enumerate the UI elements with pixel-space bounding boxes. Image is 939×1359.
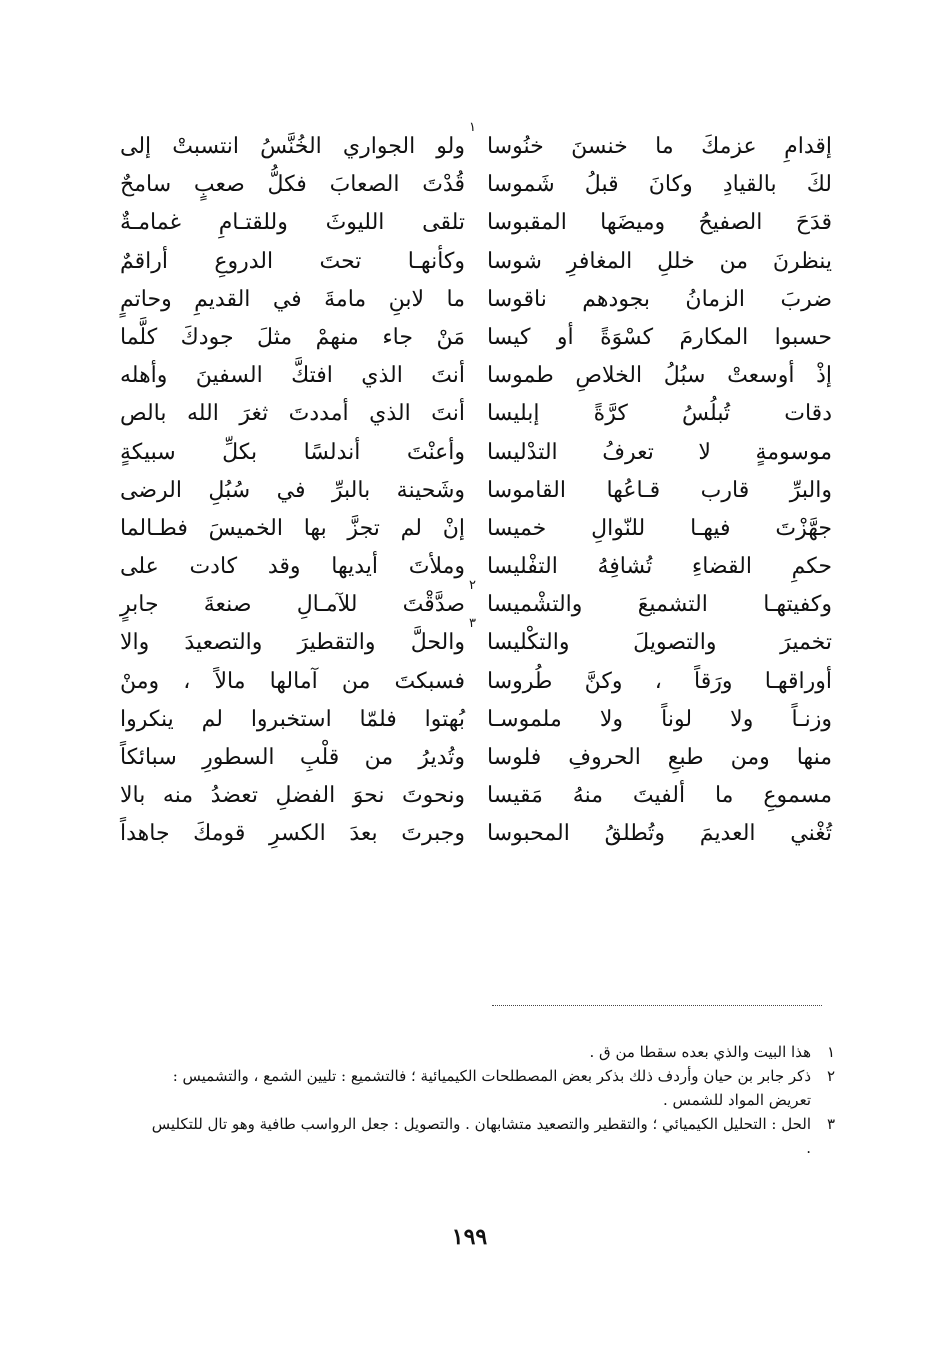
poem-right-column	[120, 128, 465, 854]
footnote-marker: ٢	[469, 578, 476, 594]
page-number: ١٩٩	[451, 1224, 488, 1250]
verse-first-hemistich: تلقى الليوثَ وللقتـامِ غمامـةٌ	[120, 210, 465, 236]
verse-second-hemistich: ينظرنَ من خللِ المغافرِ شوسا	[487, 248, 832, 274]
verse-first-hemistich: صدَّقْتَ للآمـالِ صنعةَ جابرٍ	[120, 592, 465, 618]
verse-second-hemistich	[469, 616, 832, 662]
verse-second-hemistich: لكَ بالقيادِ وكانَ قبلُ شَموسا	[487, 172, 832, 198]
verse-first-hemistich: وكأنهـا تحتَ الدروعِ أراقمٌ	[120, 248, 465, 274]
footnote-entry	[145, 1040, 835, 1064]
verse-second-hemistich: دقات تُبلُسُ كرَّةً إبليسا	[487, 401, 832, 427]
footnote-entry	[145, 1112, 835, 1160]
footnote-number: ٣	[826, 1115, 835, 1133]
verse-first-hemistich: وملأتَ أيديها وقد كادت على	[120, 554, 465, 580]
verse-second-hemistich	[469, 578, 832, 624]
footnote-number: ١	[826, 1043, 835, 1061]
footnote-text: ذكر جابر بن حيان وأردف ذلك بذكر بعض المصطلحات الكيميائية ؛ فالتشميع : تليين الشمع ، والتشميس : تعريض المواد للشمس .	[172, 1067, 811, 1109]
footnote-number: ٢	[826, 1067, 835, 1085]
footnote-marker: ٣	[469, 616, 476, 632]
verse-first-hemistich: أنتَ الذي أمددتَ ثغرَ الله بالص	[120, 401, 465, 427]
verse-second-hemistich: حسبوا المكارمَ كسْوَةً أو كيسا	[487, 324, 832, 350]
poem	[120, 120, 832, 854]
verse-first-hemistich: قُدْتَ الصعابَ فكلُّ صعبٍ سامحٌ	[120, 172, 465, 198]
verse-first-hemistich: ما لابنِ مامةَ في القديمِ وحاتمٍ	[120, 286, 465, 312]
verse-first-hemistich: فسبكتَ من آمالها مالاً ، ومنْ	[120, 668, 465, 694]
verse-second-hemistich	[469, 120, 832, 166]
poem-left-column	[469, 120, 832, 854]
verse-first-hemistich: وأعنْتَ أندلسًا بكلِّ سبيكةٍ	[120, 439, 465, 465]
verse-first-hemistich: وجبرتَ بعدَ الكسرِ قومكَ جاهداً	[120, 821, 465, 847]
verse-second-hemistich: حكمِ القضاءِ تُشافِهُ التفْليسا	[487, 554, 832, 580]
footnote-separator	[492, 1005, 822, 1006]
verse-second-hemistich: إذْ أوسعتْ سبُلُ الخلاصِ طموسا	[487, 363, 832, 389]
verse-second-hemistich: مسموعِ ما ألفيتَ منهُ مَقيسا	[487, 783, 832, 809]
verse-text: تخميرَ والتصويلَ والتكْليسا	[487, 630, 832, 656]
verse-first-hemistich: ونحوتَ نحوَ الفضلِ تعضدُ منه بالا	[120, 783, 465, 809]
verse-second-hemistich: موسومةٍ لا تعرفُ التدْليسا	[487, 439, 832, 465]
verse-second-hemistich: أوراقهـا ورَقاً ، وكنَّ طُروسا	[487, 668, 832, 694]
verse-first-hemistich: إنْ لم تجزَّ بها الخميسَ فطـالما	[120, 515, 465, 541]
verse-second-hemistich: قدَحَ الصفيحُ وميضَها المقبوسا	[487, 210, 832, 236]
verse-second-hemistich: والبرِّ قارب قـاعُها القاموسا	[487, 477, 832, 503]
verse-first-hemistich: والحلَّ والتقطيرَ والتصعيدَ والا	[120, 630, 465, 656]
verse-second-hemistich: ضربَ الزمانُ بجودهم ناقوسا	[487, 286, 832, 312]
verse-first-hemistich: ولو الجواري الخُنَّسُ انتسبتْ إلى	[120, 134, 465, 159]
footnotes	[145, 1040, 835, 1160]
footnote-entry	[145, 1064, 835, 1112]
verse-text: وكفيتهـا التشميعَ والتشْميسا	[487, 592, 832, 618]
verse-second-hemistich: تُغْني العديمَ وتُطلقُ المحبوسا	[487, 821, 832, 847]
verse-second-hemistich: وزنـاً ولا لوناً ولا ملموسـا	[487, 706, 832, 732]
footnote-text: الحل : التحليل الكيميائي ؛ والتقطير والتصعيد متشابهان . والتصويل : جعل الرواسب طافية وهو تال للتكليس .	[151, 1115, 811, 1157]
verse-second-hemistich: جهَّزْتَ فيهـا للنّوالِ خميسا	[487, 515, 832, 541]
verse-second-hemistich: منها ومن طبعِ الحروفِ فلوسا	[487, 745, 832, 770]
verse-text: إقدامِ عزمكَ ما خنسنَ خنُوسا	[487, 134, 832, 159]
verse-first-hemistich: مَنْ جاء منهمْ مثلَ جودكَ كلَّما	[120, 324, 465, 350]
footnote-marker: ١	[469, 120, 476, 135]
verse-first-hemistich: أنتَ الذي افتكَّ السفينَ وأهله	[120, 363, 465, 389]
verse-first-hemistich: وشَحينة بالبرِّ في سُبُلِ الرضى	[120, 477, 465, 503]
footnote-text: هذا البيت والذي بعده سقطا من ق .	[589, 1043, 811, 1061]
verse-first-hemistich: بُهتوا فلمّا استخبروا لم ينكروا	[120, 706, 465, 732]
verse-first-hemistich: وتُديرُ من قلْبِ السطورِ سبائكاً	[120, 745, 465, 770]
